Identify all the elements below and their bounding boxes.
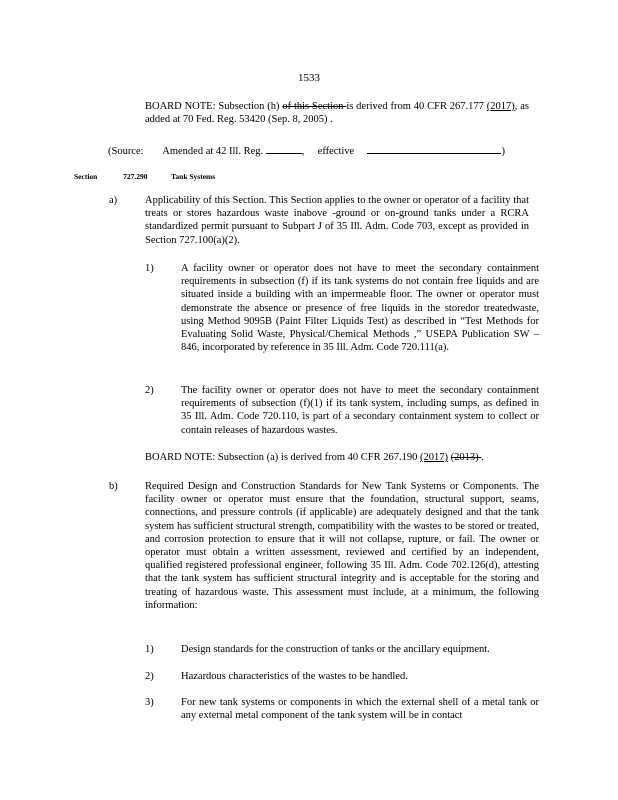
item-a1-label: 1) — [145, 263, 154, 274]
section-title: Tank Systems — [171, 172, 216, 181]
item-b3-label: 3) — [145, 697, 154, 708]
source-line: (Source: Amended at 42 Ill. Reg. , effective ) — [108, 143, 538, 158]
page-number: 1533 — [298, 72, 320, 84]
inserted-year: (2017) — [486, 101, 515, 112]
subsection-a-label: a) — [109, 195, 118, 206]
subsection-a-text: Applicability of this Section. This Section applies to the owner or operator of a facility that treats or stores hazardous waste inabove -ground or on-ground tanks under a RCRA standardized permit pursuant to Subpart J of 35 Ill. Adm. Code 703, except as provided in Section 727.100(a)(2). — [145, 195, 529, 246]
inserted-year: (2017) — [420, 452, 449, 463]
item-b3-text: For new tank systems or components in which the external shell of a metal tank or any external metal component of the tank system will be in contact — [181, 697, 539, 722]
source-prefix: (Source: — [108, 146, 144, 157]
note-text: BOARD NOTE: Subsection (h) — [145, 101, 283, 112]
item-b1-label: 1) — [145, 644, 154, 655]
item-a1-text: A facility owner or operator does not have to meet the secondary containment requirements in subsection (f) if its tank systems do not contain free liquids and are situated inside a building with an impermeable floor. The owner or operator must demonstrate the absence or presence of free liquids in the storedor treatedwaste, using Method 9095B (Paint Filter Liquids Test) as described in “Test Methods for Evaluating Solid Waste, Physical/Chemical Methods ,” USEPA Publication SW – 846, incorporated by reference in 35 Ill. Adm. Code 720.111(a). — [181, 263, 539, 354]
item-b2-label: 2) — [145, 671, 154, 682]
item-a2-text: The facility owner or operator does not have to meet the secondary containment requirements of subsection (f)(1) if its tank system, including sumps, as defined in 35 Ill. Adm. Code 720.110, is part of a secondary containment system to collect or contain releases of hazardous wastes. — [181, 385, 539, 436]
note-end: . — [481, 452, 484, 463]
subsection-b-text: Required Design and Construction Standards for New Tank Systems or Components. The facility owner or operator must ensure that the foundation, structural support, seams, connections, and pressure controls (if applicable) are adequately designed and that the tank system has sufficient structural strength, compatibility with the wastes to be stored or treated, and corrosion protection to ensure that it will not collapse, rupture, or fail. The owner or operator must obtain a written assessment, reviewed and certified by an independent, qualified registered professional engineer, following 35 Ill. Adm. Code 702.126(d), attesting that the tank system has sufficient structural integrity and is acceptable for the storing and treating of hazardous waste. This assessment must include, at a minimum, the following information: — [145, 481, 539, 611]
board-note-top — [145, 100, 529, 126]
source-close: ) — [501, 146, 505, 157]
register-page-blank — [266, 143, 302, 154]
section-number: 727.290 — [123, 172, 148, 181]
note-text: is derived from 40 CFR 267.177 — [346, 101, 487, 112]
item-b1-text: Design standards for the construction of tanks or the ancillary equipment. — [181, 644, 490, 655]
deleted-year: (2013) — [450, 452, 482, 463]
section-label: Section — [74, 172, 98, 181]
note-text: BOARD NOTE: Subsection (a) is derived from 40 CFR 267.190 — [145, 452, 421, 463]
board-note-a — [145, 451, 545, 464]
item-b2-text: Hazardous characteristics of the wastes to be handled. — [181, 671, 408, 682]
effective-date-blank — [367, 143, 501, 154]
subsection-b-label: b) — [109, 481, 118, 492]
effective-label: effective — [317, 146, 355, 157]
source-text: Amended at 42 Ill. Reg. — [162, 146, 264, 157]
deleted-text: of this Section — [282, 101, 347, 112]
note-text: , as added at 70 Fed. Reg. 53420 (Sep. 8, 2005) . — [145, 101, 529, 126]
section-heading — [74, 170, 374, 183]
item-a2-label: 2) — [145, 385, 154, 396]
